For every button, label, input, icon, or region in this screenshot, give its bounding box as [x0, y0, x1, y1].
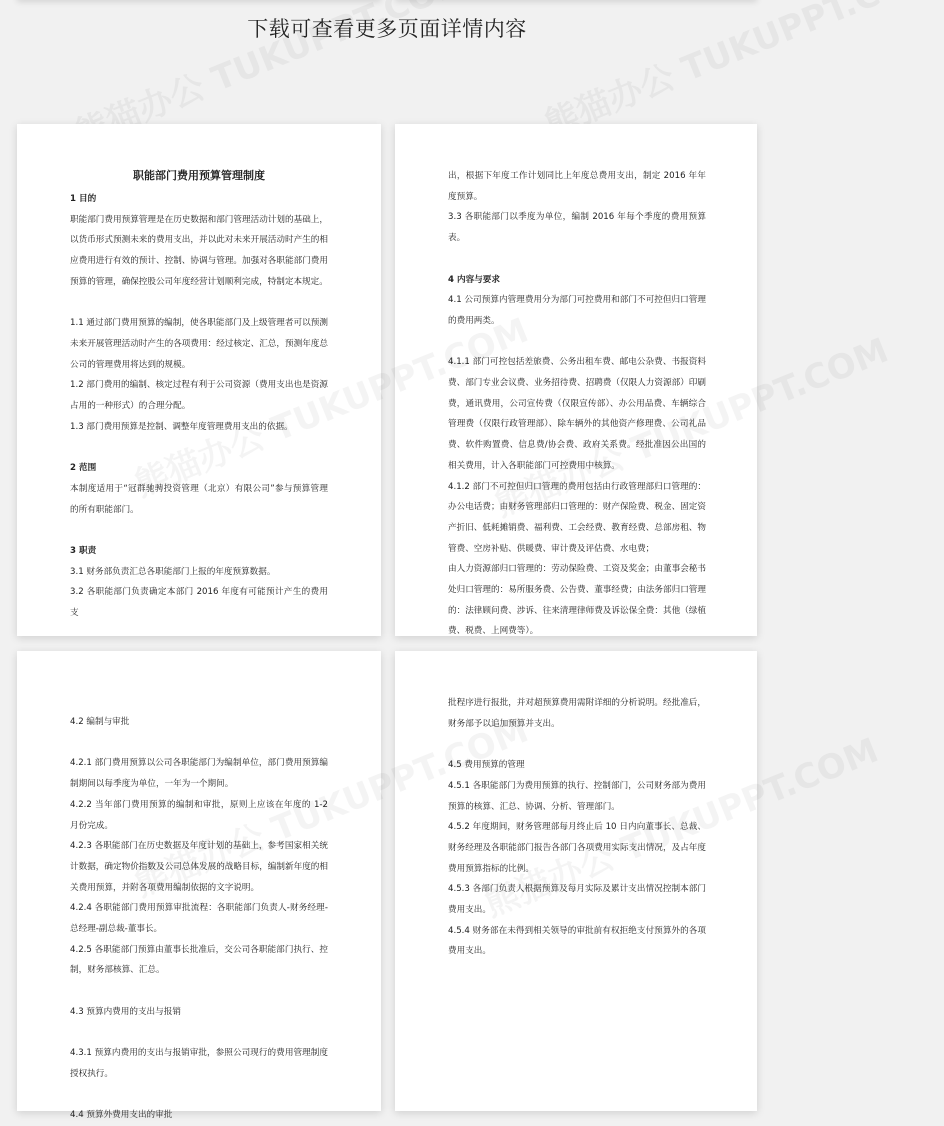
section-heading: 2 范围	[70, 463, 97, 474]
paragraph: 3.3 各职能部门以季度为单位，编制 2016 年每个季度的费用预算表。	[448, 212, 706, 244]
paragraph: 4.2 编制与审批	[70, 717, 130, 727]
paragraph-spacer	[70, 437, 328, 458]
paragraph: 4.4 预算外费用支出的审批	[70, 1110, 173, 1121]
document-page-1	[17, 124, 381, 636]
page-content	[448, 166, 706, 642]
paragraph: 4.5.2 年度期间，财务管理部每月终止后 10 日内向董事长、总裁、财务经理及各职能部门报告各部门各项费用实际支出情况，及占年度费用预算指标的比例。	[448, 822, 706, 874]
paragraph: 职能部门费用预算管理是在历史数据和部门管理活动计划的基础上，以货币形式预测未来的费用支出，并以此对未来开展活动时产生的相应费用进行有效的预计、控制、协调与管理。加强对各职能部门费用预算的管理，确保控股公司年度经营计划顺利完成，特制定本规定。	[70, 214, 328, 287]
paragraph: 4.2.2 当年部门费用预算的编制和审批，原则上应该在年度的 1-2 月份完成。	[70, 799, 328, 831]
page-content	[448, 693, 706, 962]
paragraph: 4.3.1 预算内费用的支出与报销审批，参照公司现行的费用管理制度授权执行。	[70, 1048, 328, 1079]
paragraph: 1.2 部门费用的编制、核定过程有利于公司资源（费用支出也是资源占用的一种形式）的合理分配。	[70, 380, 328, 412]
paragraph: 4.5.3 各部门负责人根据预算及每月实际及累计支出情况控制本部门费用支出。	[448, 884, 706, 916]
paragraph: 4.5 费用预算的管理	[448, 760, 525, 771]
paragraph-spacer	[70, 733, 328, 754]
paragraph: 4.5.4 财务部在未得到相关领导的审批前有权拒绝支付预算外的各项费用支出。	[448, 925, 706, 957]
paragraph: 4.2.4 各职能部门费用预算审批流程：各职能部门负责人-财务经理-总经理-副总裁-董事长。	[70, 903, 328, 935]
section-heading: 4 内容与要求	[448, 274, 500, 285]
paragraph: 4.1 公司预算内管理费用分为部门可控费用和部门不可控但归口管理的费用两类。	[448, 295, 706, 326]
document-page-4	[395, 651, 757, 1111]
paragraph: 3.2 各职能部门负责确定本部门 2016 年度有可能预计产生的费用支	[70, 587, 328, 619]
page-content	[70, 712, 328, 1126]
section-heading: 3 职责	[70, 545, 97, 556]
download-prompt-banner[interactable]: 下载可查看更多页面详情内容	[247, 17, 527, 41]
paragraph: 4.2.1 部门费用预算以公司各职能部门为编制单位，部门费用预算编制期间以每季度为单位，一年为一个期间。	[70, 758, 328, 790]
paragraph-spacer	[70, 1023, 328, 1044]
paragraph: 出，根据下年度工作计划同比上年度总费用支出，制定 2016 年年度预算。	[448, 171, 706, 202]
paragraph-spacer	[448, 249, 706, 270]
document-title: 职能部门费用预算管理制度	[133, 169, 265, 182]
paragraph: 1.1 通过部门费用预算的编制，使各职能部门及上级管理者可以预测未来开展管理活动时产生的各项费用：经过核定、汇总，预测年度总公司的管理费用将达到的规模。	[70, 318, 328, 370]
paragraph: 3.1 财务部负责汇总各职能部门上报的年度预算数据。	[70, 566, 276, 577]
section-heading: 1 目的	[70, 194, 97, 204]
document-page-3	[17, 651, 381, 1121]
paragraph-spacer	[70, 293, 328, 314]
document-page-2	[395, 124, 757, 636]
paragraph: 本制度适用于“冠群驰骋投资管理（北京）有限公司”参与预算管理的所有职能部门。	[70, 483, 328, 515]
paragraph: 4.3 预算内费用的支出与报销	[70, 1006, 181, 1017]
paragraph: 1.3 部门费用预算是控制、调整年度管理费用支出的依据。	[70, 421, 293, 432]
page-content	[70, 165, 328, 624]
paragraph: 4.2.5 各职能部门预算由董事长批准后，交公司各职能部门执行、控制，财务部核算、汇总。	[70, 944, 328, 976]
paragraph-spacer	[70, 1085, 328, 1106]
paragraph: 批程序进行报批，并对超预算费用需附详细的分析说明。经批准后，财务部予以追加预算并支出。	[448, 698, 706, 729]
paragraph: 4.2.3 各职能部门在历史数据及年度计划的基础上，参考国家相关统计数据，确定物价指数及公司总体发展的战略目标，编制新年度的相关费用预算，并附各项费用编制依据的文字说明。	[70, 841, 328, 893]
paragraph: 4.1.1 部门可控包括差旅费、公务出租车费、邮电公杂费、书报资料费、部门专业会议费、业务招待费、招聘费（仅限人力资源部）印刷费，通讯费用，公司宣传费（仅限宣传部）、办公用品费、车辆综合管理费（仅限行政管理部）、除车辆外的其他资产修理费、公司礼品费、软件购置费、信息费/协会费、政府关系费。经批准因公出国的相关费用，计入各职能部门可控费用中核算。	[448, 357, 706, 471]
paragraph-spacer	[448, 734, 706, 755]
paragraph: 4.1.2 部门不可控但归口管理的费用包括由行政管理部归口管理的：办公电话费；由财务管理部归口管理的：财产保险费、税金、固定资产折旧、低耗摊销费、福利费、工会经费、教育经费、总部房租、物管费、空房补贴、供暖费、审计费及评估费、水电费；	[448, 481, 706, 554]
paragraph-spacer	[448, 332, 706, 353]
paragraph-spacer	[70, 981, 328, 1002]
paragraph-spacer	[70, 520, 328, 541]
paragraph: 4.5.1 各职能部门为费用预算的执行、控制部门，公司财务部为费用预算的核算、汇总、协调、分析、管理部门。	[448, 780, 706, 812]
paragraph: 由人力资源部归口管理的：劳动保险费、工资及奖金；由董事会秘书处归口管理的：易所服务费、公告费、董事经费；由法务部归口管理的：法律顾问费、涉诉、往来清理律师费及诉讼保全费：其他（绿植费、税费、上网费等）。	[448, 564, 706, 637]
